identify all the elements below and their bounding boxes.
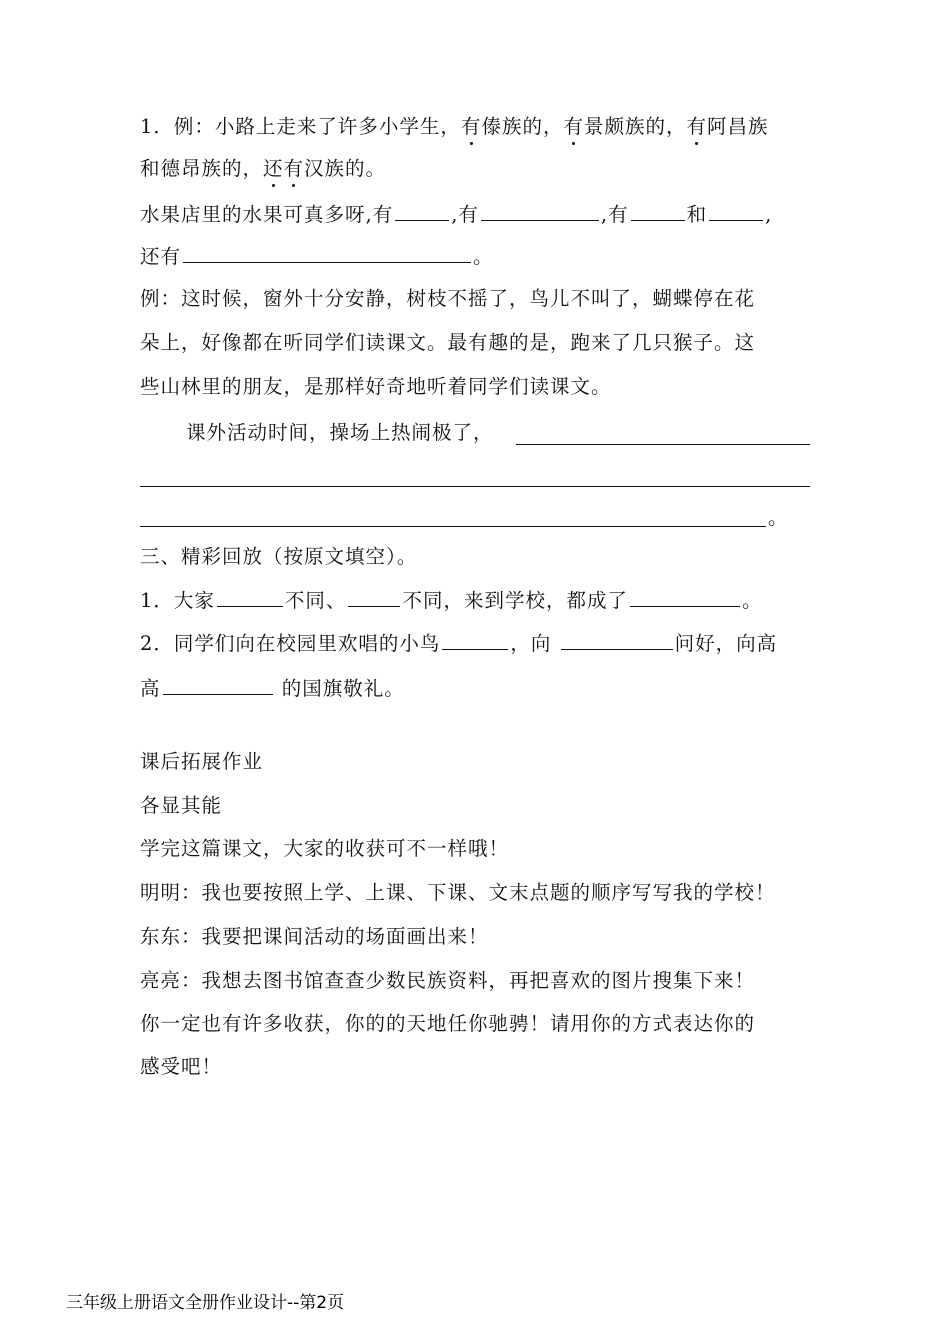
page-footer: 三年级上册语文全册作业设计--第2页 — [66, 1293, 345, 1313]
fill-blank[interactable] — [630, 588, 740, 607]
homework-liangliang: 亮亮：我想去图书馆查查少数民族资料，再把喜欢的图片搜集下来！ — [140, 969, 756, 992]
emphasis-dot-char: 有 — [283, 157, 305, 180]
emphasis-dot-char: 有 — [686, 115, 707, 138]
section3-q2-line2: 高 的国旗敬礼。 — [140, 677, 405, 700]
homework-mingming: 明明：我也要按照上学、上课、下课、文末点题的顺序写写我的学校！ — [140, 881, 776, 904]
section3-q1: 1．大家 不同、 不同，来到学校，都成了 。 — [140, 589, 763, 612]
fill-blank[interactable] — [217, 588, 283, 607]
example2-line3: 些山林里的朋友，是那样好奇地听着同学们读课文。 — [140, 375, 612, 398]
writing-line[interactable] — [140, 526, 766, 527]
example1-line1: 1．例：小路上走来了许多小学生，有傣族的，有景颇族的，有阿昌族 — [140, 115, 769, 138]
homework-intro: 学完这篇课文，大家的收获可不一样哦！ — [140, 837, 510, 860]
fill-blank[interactable] — [183, 244, 471, 263]
emphasis-dot-char: 有 — [563, 115, 584, 138]
homework-closing1: 你一定也有许多收获，你的的天地任你驰骋！请用你的方式表达你的 — [140, 1012, 756, 1035]
homework-title: 课后拓展作业 — [140, 750, 264, 773]
fill-blank[interactable] — [481, 202, 599, 221]
fill-blank[interactable] — [348, 588, 400, 607]
emphasis-dot-char: 还 — [263, 157, 284, 180]
exercise1-line2: 还有 。 — [140, 245, 494, 268]
exercise2-end: 。 — [768, 506, 789, 529]
section3-q2-line1: 2．同学们向在校园里欢唱的小鸟 ，向 问好，向高 — [140, 632, 778, 655]
section3-title: 三、精彩回放（按原文填空）。 — [140, 545, 418, 568]
example2-line1: 例：这时候，窗外十分安静，树枝不摇了，鸟儿不叫了，蝴蝶停在花 — [140, 287, 756, 310]
writing-line[interactable] — [516, 444, 810, 445]
homework-subtitle: 各显其能 — [140, 794, 223, 817]
fill-blank[interactable] — [395, 202, 449, 221]
fill-blank[interactable] — [442, 631, 508, 650]
fill-blank[interactable] — [631, 202, 685, 221]
emphasis-dot-char: 有 — [460, 115, 482, 138]
fill-blank[interactable] — [163, 676, 273, 695]
example1-line2: 和德昂族的，还有汉族的。 — [140, 157, 387, 180]
homework-dongdong: 东东：我要把课间活动的场面画出来！ — [140, 925, 489, 948]
writing-line[interactable] — [140, 486, 810, 487]
fill-blank[interactable] — [709, 202, 763, 221]
homework-closing2: 感受吧！ — [140, 1055, 223, 1078]
exercise2-prompt: 课外活动时间，操场上热闹极了， — [186, 421, 494, 444]
fill-blank[interactable] — [561, 631, 673, 650]
example2-line2: 朵上，好像都在听同学们读课文。最有趣的是，跑来了几只猴子。这 — [140, 331, 756, 354]
exercise1-line1: 水果店里的水果可真多呀,有 ,有 ,有 和 , — [140, 203, 773, 226]
